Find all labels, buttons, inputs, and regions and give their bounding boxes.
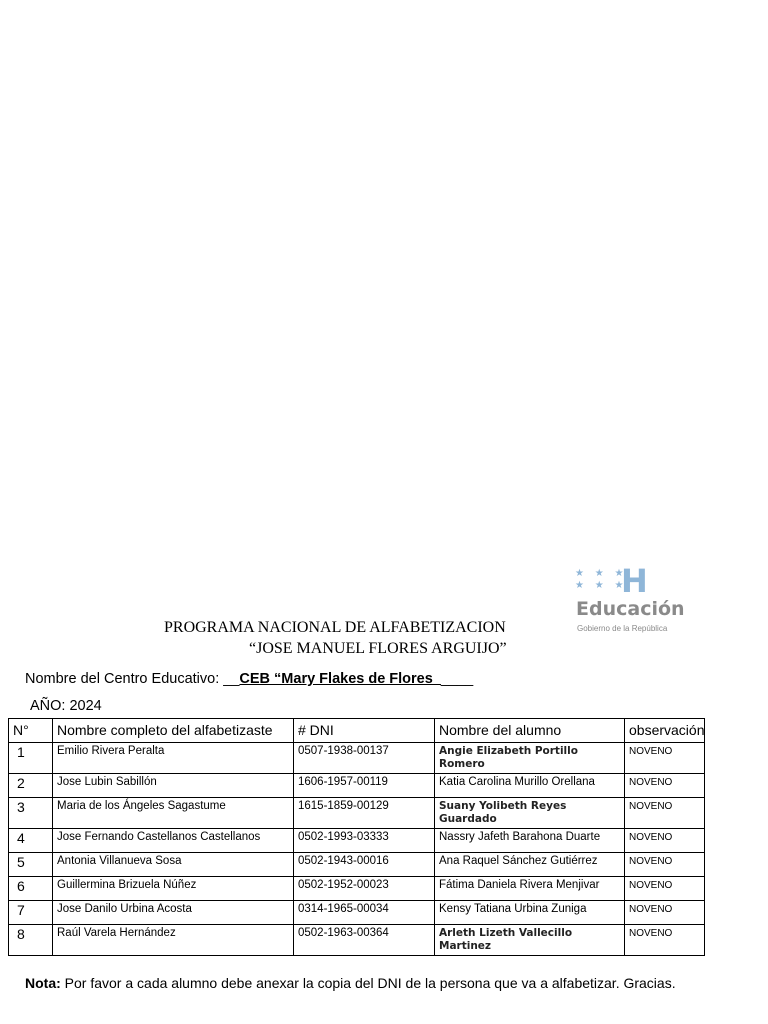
row-dni: 0502-1943-00016 (294, 853, 435, 877)
row-name: Jose Danilo Urbina Acosta (53, 901, 294, 925)
row-dni: 0502-1963-00364 (294, 925, 435, 956)
row-number: 3 (9, 798, 53, 829)
row-observation: NOVENO (625, 877, 705, 901)
table-row (9, 798, 705, 829)
row-student: Arleth Lizeth Vallecillo Martinez (435, 925, 625, 956)
row-name: Antonia Villanueva Sosa (53, 853, 294, 877)
row-student: Suany Yolibeth Reyes Guardado (435, 798, 625, 829)
row-observation: NOVENO (625, 774, 705, 798)
row-student: Kensy Tatiana Urbina Zuniga (435, 901, 625, 925)
col-student: Nombre del alumno (435, 719, 625, 743)
table-row (9, 774, 705, 798)
logo-brand: Educación (576, 598, 685, 620)
col-literacy-agent: Nombre completo del alfabetizaste (53, 719, 294, 743)
logo-subtitle: Gobierno de la República (577, 624, 668, 633)
row-number: 4 (9, 829, 53, 853)
stars-icon: ★ ★ ★ ★ ★ ★ (575, 568, 628, 591)
row-dni: 1615-1859-00129 (294, 798, 435, 829)
row-number: 1 (9, 743, 53, 774)
footer-note (25, 975, 676, 991)
table-row (9, 829, 705, 853)
table-row (9, 901, 705, 925)
row-student: Angie Elizabeth Portillo Romero (435, 743, 625, 774)
col-observation: observación (625, 719, 705, 743)
row-dni: 0314-1965-00034 (294, 901, 435, 925)
row-number: 5 (9, 853, 53, 877)
col-dni: # DNI (294, 719, 435, 743)
table-row (9, 877, 705, 901)
col-number: N° (9, 719, 53, 743)
row-number: 6 (9, 877, 53, 901)
row-name: Guillermina Brizuela Núñez (53, 877, 294, 901)
row-student: Ana Raquel Sánchez Gutiérrez (435, 853, 625, 877)
row-dni: 0502-1952-00023 (294, 877, 435, 901)
row-observation: NOVENO (625, 743, 705, 774)
year-label: AÑO: 2024 (30, 698, 102, 714)
row-name: Maria de los Ángeles Sagastume (53, 798, 294, 829)
row-observation: NOVENO (625, 853, 705, 877)
row-observation: NOVENO (625, 901, 705, 925)
table-row (9, 743, 705, 774)
row-student: Nassry Jafeth Barahona Duarte (435, 829, 625, 853)
row-name: Jose Lubin Sabillón (53, 774, 294, 798)
row-dni: 1606-1957-00119 (294, 774, 435, 798)
row-name: Emilio Rivera Peralta (53, 743, 294, 774)
table-row (9, 853, 705, 877)
row-student: Fátima Daniela Rivera Menjivar (435, 877, 625, 901)
logo-h-letter: H (621, 562, 648, 600)
school-label: Nombre del Centro Educativo: __ (25, 671, 240, 687)
row-dni: 0507-1938-00137 (294, 743, 435, 774)
roster-table (8, 718, 705, 956)
table-row (9, 925, 705, 956)
educacion-logo (575, 562, 700, 636)
row-number: 2 (9, 774, 53, 798)
note-label: Nota: (25, 975, 61, 991)
program-title: PROGRAMA NACIONAL DE ALFABETIZACION (164, 619, 506, 636)
row-observation: NOVENO (625, 925, 705, 956)
row-number: 7 (9, 901, 53, 925)
row-observation: NOVENO (625, 798, 705, 829)
note-text: Por favor a cada alumno debe anexar la copia del DNI de la persona que va a alfabetizar. Gracias. (60, 975, 676, 991)
program-subtitle: “JOSE MANUEL FLORES ARGUIJO” (249, 640, 507, 657)
row-number: 8 (9, 925, 53, 956)
school-trail: ____ (440, 671, 474, 687)
row-dni: 0502-1993-03333 (294, 829, 435, 853)
row-student: Katia Carolina Murillo Orellana (435, 774, 625, 798)
school-line (25, 671, 473, 687)
row-name: Raúl Varela Hernández (53, 925, 294, 956)
row-name: Jose Fernando Castellanos Castellanos (53, 829, 294, 853)
row-observation: NOVENO (625, 829, 705, 853)
school-value: CEB “Mary Flakes de Flores_ (239, 671, 441, 687)
table-header-row (9, 719, 705, 743)
